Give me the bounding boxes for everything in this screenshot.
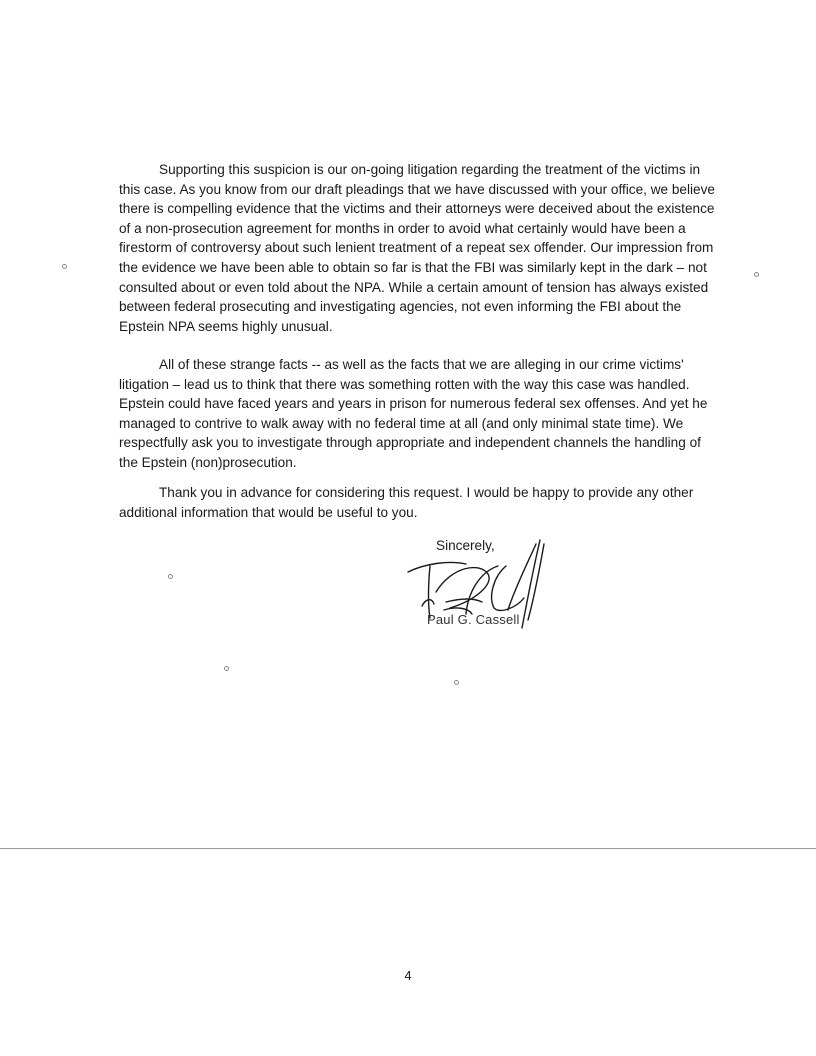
scan-speck: [754, 272, 759, 277]
body-paragraph-1: Supporting this suspicion is our on-going litigation regarding the treatment of the victims in this case. As you know from our draft pleadings that we have discussed with your office, we believe there is compelling evidence that the victims and their attorneys were deceived about the existence of a non-prosecution agreement for months in order to avoid what certainly would have been a firestorm of controversy about such lenient treatment of a repeat sex offender. Our impression from the evidence we have been able to obtain so far is that the FBI was similarly kept in the dark – not consulted about or even told about the NPA. While a certain amount of tension has always existed between federal prosecuting and investigating agencies, not even informing the FBI about the Epstein NPA seems highly unusual.: [119, 162, 715, 334]
scan-speck: [224, 666, 229, 671]
signer-name: Paul G. Cassell: [427, 612, 520, 627]
scan-speck: [168, 574, 173, 579]
footer-divider: [0, 848, 816, 849]
scan-speck: [62, 264, 67, 269]
body-paragraph-2: All of these strange facts -- as well as the facts that we are alleging in our crime victims' litigation – lead us to think that there was something rotten with the way this case was handled. Epstein could have faced years and years in prison for numerous federal sex offenses. And yet he managed to contrive to walk away with no federal time at all (and only minimal state time). We respectfully ask you to investigate through appropriate and independent channels the handling of the Epstein (non)prosecution.: [119, 357, 708, 470]
scan-speck: [454, 680, 459, 685]
page-number: 4: [404, 968, 412, 983]
body-paragraph-3: Thank you in advance for considering this request. I would be happy to provide any other additional information that would be useful to you.: [119, 485, 694, 520]
closing-salutation: Sincerely,: [436, 538, 495, 553]
